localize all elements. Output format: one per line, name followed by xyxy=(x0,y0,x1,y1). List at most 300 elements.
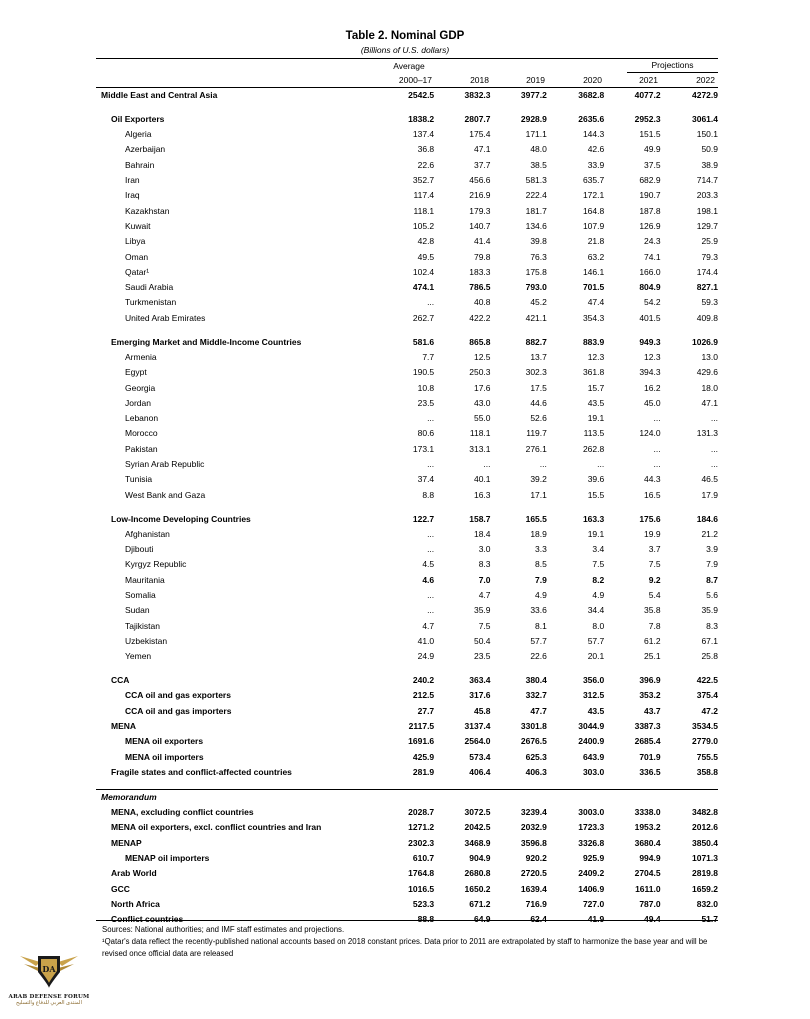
row-value: 25.9 xyxy=(701,236,718,247)
table-row xyxy=(96,512,718,527)
row-value: 3534.5 xyxy=(692,720,718,731)
row-label: MENA xyxy=(111,720,137,731)
row-value: 173.1 xyxy=(412,443,435,454)
row-value: 129.7 xyxy=(696,220,718,231)
row-value: 47.2 xyxy=(701,705,718,716)
header-year-2021: 2021 xyxy=(639,75,658,85)
row-value: 7.0 xyxy=(478,574,491,585)
row-value: 356.0 xyxy=(582,675,605,686)
row-value: 8.0 xyxy=(592,620,605,631)
qatar-footnote: ¹Qatar's data reflect the recently-published national accounts based on 2018 constant prices. Data prior to 2011 are extrapolated by staff to harmonize the base year and will be revised once official data are released xyxy=(102,937,708,958)
row-value: 3003.0 xyxy=(578,807,605,818)
row-value: 16.3 xyxy=(473,489,491,500)
row-value: 1016.5 xyxy=(408,883,435,894)
table-row xyxy=(96,820,718,835)
row-value: 163.3 xyxy=(582,513,605,524)
row-value: 2564.0 xyxy=(464,736,491,747)
row-value: 23.5 xyxy=(473,651,491,662)
row-value: 119.7 xyxy=(526,428,547,439)
row-value: 1723.3 xyxy=(578,822,605,833)
row-value: 755.5 xyxy=(696,751,718,762)
row-value: 4.7 xyxy=(478,589,491,600)
row-label: Jordan xyxy=(125,397,151,408)
row-value: 3387.3 xyxy=(634,720,661,731)
row-value: 610.7 xyxy=(412,852,435,863)
row-label: Tunisia xyxy=(125,474,153,485)
table-row xyxy=(96,673,718,688)
row-value: 353.2 xyxy=(639,690,661,701)
gdp-table-body xyxy=(96,88,718,927)
row-label: Bahrain xyxy=(125,159,155,170)
row-value: 164.8 xyxy=(582,205,605,216)
row-value: 57.7 xyxy=(587,635,605,646)
row-value: 175.4 xyxy=(469,129,491,140)
spacer-cell xyxy=(96,503,718,512)
row-value: 1026.9 xyxy=(692,336,718,347)
row-value: 41.4 xyxy=(473,236,491,247)
row-value: 2704.5 xyxy=(634,868,661,879)
row-label: Afghanistan xyxy=(125,528,170,539)
row-label: CCA oil and gas importers xyxy=(125,705,232,716)
row-value: 41.9 xyxy=(587,914,605,925)
row-value: 80.6 xyxy=(417,428,435,439)
row-value: 10.8 xyxy=(417,382,435,393)
projections-rule xyxy=(627,72,718,73)
row-value: ... xyxy=(483,459,491,470)
row-value: 313.1 xyxy=(469,443,491,454)
row-value: 4.5 xyxy=(422,559,435,570)
table-row xyxy=(96,426,718,441)
row-value: 2028.7 xyxy=(408,807,435,818)
row-label: MENAP xyxy=(111,837,142,848)
row-value: 187.8 xyxy=(639,205,661,216)
row-value: 429.6 xyxy=(696,367,718,378)
row-value: 76.3 xyxy=(530,251,547,262)
row-value: 3832.3 xyxy=(464,90,491,100)
row-value: 3061.4 xyxy=(692,113,718,124)
row-value: 3.7 xyxy=(648,544,661,555)
row-label: Egypt xyxy=(125,367,147,378)
row-label: Georgia xyxy=(125,382,156,393)
row-value: 2542.5 xyxy=(408,90,435,100)
row-value: 635.7 xyxy=(582,175,605,186)
row-value: 8.3 xyxy=(478,559,491,570)
row-value: 25.1 xyxy=(644,651,661,662)
row-value: ... xyxy=(710,443,718,454)
row-value: 701.9 xyxy=(639,751,661,762)
row-value: 2032.9 xyxy=(520,822,547,833)
row-value: 682.9 xyxy=(639,175,661,186)
row-value: 474.1 xyxy=(412,282,435,293)
table-row xyxy=(96,750,718,765)
row-value: 7.5 xyxy=(592,559,605,570)
table-row xyxy=(96,457,718,472)
row-value: 2400.9 xyxy=(578,736,605,747)
row-value: 787.0 xyxy=(639,898,661,909)
row-label: North Africa xyxy=(111,898,160,909)
row-label: Oman xyxy=(125,251,149,262)
row-label: West Bank and Gaza xyxy=(125,489,206,500)
row-value: ... xyxy=(653,413,661,424)
row-value: 24.9 xyxy=(417,651,435,662)
row-value: 336.5 xyxy=(639,766,661,777)
sources-note: Sources: National authorities; and IMF staff estimates and projections. xyxy=(102,925,345,934)
row-label: GCC xyxy=(111,883,130,894)
row-label: Low-Income Developing Countries xyxy=(111,513,251,524)
row-value: 27.7 xyxy=(417,705,435,716)
row-value: 35.9 xyxy=(473,605,491,616)
row-value: 994.9 xyxy=(639,852,661,863)
row-value: 4077.2 xyxy=(634,90,661,100)
row-value: 150.1 xyxy=(696,129,718,140)
row-value: 2635.6 xyxy=(578,113,605,124)
row-value: ... xyxy=(653,443,661,454)
row-value: ... xyxy=(427,297,435,308)
row-value: 2807.7 xyxy=(464,113,491,124)
header-average-years: 2000–17 xyxy=(398,75,432,85)
row-value: 17.6 xyxy=(473,382,491,393)
row-value: 126.9 xyxy=(639,220,661,231)
row-value: 39.8 xyxy=(530,236,547,247)
row-value: 2302.3 xyxy=(408,837,435,848)
row-value: 643.9 xyxy=(582,751,605,762)
row-value: 3137.4 xyxy=(464,720,491,731)
watermark-arabic: المنتدى العربي للدفاع والتسليح xyxy=(16,1000,82,1006)
row-label: MENA oil importers xyxy=(125,751,204,762)
row-value: 883.9 xyxy=(582,336,605,347)
row-value: 406.3 xyxy=(525,766,547,777)
row-value: 1611.0 xyxy=(635,883,661,894)
row-value: 35.8 xyxy=(644,605,661,616)
row-value: 303.0 xyxy=(582,766,605,777)
row-value: 21.8 xyxy=(587,236,605,247)
table-row xyxy=(96,396,718,411)
header-average-top: Average xyxy=(393,61,425,71)
row-value: 920.2 xyxy=(525,852,547,863)
row-value: 262.8 xyxy=(582,443,605,454)
table-row xyxy=(96,204,718,219)
watermark-logo xyxy=(6,950,92,1016)
table-row xyxy=(96,88,718,103)
row-label: MENA oil exporters xyxy=(125,736,204,747)
row-label: Iran xyxy=(125,175,140,186)
row-value: 17.9 xyxy=(701,489,718,500)
row-label: Oil Exporters xyxy=(111,113,165,124)
row-label: Saudi Arabia xyxy=(125,282,174,293)
table-row xyxy=(96,219,718,234)
row-label: Armenia xyxy=(125,351,157,362)
row-value: 122.7 xyxy=(412,513,435,524)
row-label: Djibouti xyxy=(125,544,154,555)
row-value: 183.3 xyxy=(469,266,491,277)
row-value: 22.6 xyxy=(417,159,435,170)
table-row xyxy=(96,127,718,142)
row-value: 786.5 xyxy=(469,282,491,293)
row-label: Pakistan xyxy=(125,443,158,454)
row-value: 363.4 xyxy=(469,675,491,686)
row-value: 5.6 xyxy=(706,589,718,600)
row-value: 16.5 xyxy=(644,489,661,500)
row-value: ... xyxy=(427,528,435,539)
row-value: 48.0 xyxy=(530,144,547,155)
row-value: 175.8 xyxy=(525,266,547,277)
row-value: 49.4 xyxy=(644,914,661,925)
row-value: 43.5 xyxy=(587,705,605,716)
row-label: Kazakhstan xyxy=(125,205,170,216)
row-label: Yemen xyxy=(125,651,152,662)
table-row xyxy=(96,311,718,326)
row-value: 8.5 xyxy=(535,559,547,570)
row-label: Mauritania xyxy=(125,574,165,585)
row-value: 45.2 xyxy=(530,297,547,308)
row-value: 166.0 xyxy=(639,266,661,277)
row-value: 3680.4 xyxy=(634,837,661,848)
table-row xyxy=(96,734,718,749)
row-value: 3044.9 xyxy=(578,720,605,731)
row-value: 2819.8 xyxy=(692,868,718,879)
table-row xyxy=(96,265,718,280)
table-row xyxy=(96,112,718,127)
table-row xyxy=(96,442,718,457)
row-value: 1838.2 xyxy=(408,113,435,124)
table-row xyxy=(96,765,718,780)
table-row xyxy=(96,789,718,805)
row-value: 216.9 xyxy=(469,190,491,201)
row-label: Qatar¹ xyxy=(125,266,150,277)
row-value: 55.0 xyxy=(473,413,491,424)
row-value: 317.6 xyxy=(469,690,491,701)
row-value: 175.6 xyxy=(639,513,661,524)
row-label: Morocco xyxy=(125,428,158,439)
spacer-cell xyxy=(96,780,718,789)
row-value: ... xyxy=(597,459,605,470)
row-value: 61.2 xyxy=(644,635,661,646)
row-value: 262.7 xyxy=(412,312,435,323)
row-value: 67.1 xyxy=(701,635,718,646)
table-row xyxy=(96,719,718,734)
row-value: 171.1 xyxy=(525,129,547,140)
row-value: 172.1 xyxy=(582,190,605,201)
row-value: 312.5 xyxy=(582,690,605,701)
row-value: 79.8 xyxy=(473,251,491,262)
gdp-table xyxy=(96,88,718,927)
row-value: 43.7 xyxy=(644,705,661,716)
row-value: 4.6 xyxy=(422,574,435,585)
row-value: 15.7 xyxy=(587,382,605,393)
row-value: 113.5 xyxy=(583,428,605,439)
row-value: 62.4 xyxy=(530,914,547,925)
row-value: 137.4 xyxy=(412,129,435,140)
row-label: Kuwait xyxy=(125,220,151,231)
row-value: ... xyxy=(427,413,435,424)
row-label: Arab World xyxy=(111,868,157,879)
row-value: 3596.8 xyxy=(520,837,547,848)
row-label: Libya xyxy=(125,236,146,247)
row-value: 151.5 xyxy=(639,129,661,140)
row-label: Azerbaijan xyxy=(125,144,166,155)
spacer-cell xyxy=(96,326,718,335)
table-row xyxy=(96,472,718,487)
row-value: 144.3 xyxy=(582,129,605,140)
table-row xyxy=(96,295,718,310)
row-value: 16.2 xyxy=(644,382,661,393)
row-value: 9.2 xyxy=(648,574,661,585)
row-value xyxy=(434,789,490,805)
row-value: 701.5 xyxy=(582,282,605,293)
row-value: 44.6 xyxy=(530,397,547,408)
row-value: 40.1 xyxy=(473,474,491,485)
row-value: 44.3 xyxy=(644,474,661,485)
row-value xyxy=(385,789,434,805)
row-value: 3682.8 xyxy=(578,90,605,100)
row-label: CCA oil and gas exporters xyxy=(125,690,231,701)
row-value: 117.4 xyxy=(413,190,435,201)
table-row xyxy=(96,649,718,664)
row-value: 37.7 xyxy=(473,159,491,170)
row-value: 827.1 xyxy=(696,282,718,293)
row-value: 1406.9 xyxy=(578,883,605,894)
row-value: 22.6 xyxy=(530,651,547,662)
watermark-name: ARAB DEFENSE FORUM xyxy=(8,994,90,1000)
spacer-row xyxy=(96,326,718,335)
table-row xyxy=(96,335,718,350)
row-value: 949.3 xyxy=(639,336,661,347)
row-value: 714.7 xyxy=(696,175,718,186)
row-value: 20.1 xyxy=(587,651,605,662)
row-value: 23.5 xyxy=(417,397,435,408)
header-year-2018: 2018 xyxy=(470,75,489,85)
table-row xyxy=(96,234,718,249)
row-value: 79.3 xyxy=(701,251,718,262)
row-label: MENA, excluding conflict countries xyxy=(111,807,254,818)
row-value: 2117.5 xyxy=(408,720,435,731)
row-value: 8.1 xyxy=(535,620,547,631)
row-value: 625.3 xyxy=(525,751,547,762)
row-value: 882.7 xyxy=(525,336,547,347)
row-value: 3468.9 xyxy=(464,837,491,848)
table-row xyxy=(96,142,718,157)
row-label: Conflict countries xyxy=(111,914,184,925)
row-label: Sudan xyxy=(125,605,150,616)
row-value: 4.7 xyxy=(422,620,435,631)
row-value: 2409.2 xyxy=(578,868,605,879)
row-value: 36.8 xyxy=(417,144,435,155)
row-value: 2928.9 xyxy=(520,113,547,124)
spacer-row xyxy=(96,103,718,112)
row-value: 47.1 xyxy=(473,144,491,155)
row-value: 17.5 xyxy=(530,382,547,393)
row-value: 18.0 xyxy=(701,382,718,393)
row-value: 8.7 xyxy=(706,574,718,585)
row-value: ... xyxy=(427,459,435,470)
top-rule xyxy=(96,58,718,59)
table-row xyxy=(96,542,718,557)
table-row xyxy=(96,619,718,634)
row-value: ... xyxy=(427,605,435,616)
row-value: 50.9 xyxy=(701,144,718,155)
row-value: 118.1 xyxy=(469,428,491,439)
row-value: 2685.4 xyxy=(634,736,661,747)
row-value: 140.7 xyxy=(469,220,491,231)
row-value: 18.4 xyxy=(473,528,491,539)
row-value: 46.5 xyxy=(701,474,718,485)
spacer-row xyxy=(96,664,718,673)
row-value: 146.1 xyxy=(582,266,605,277)
row-value: 38.9 xyxy=(701,159,718,170)
row-value: 12.5 xyxy=(473,351,491,362)
row-value: 793.0 xyxy=(525,282,547,293)
row-value: 1271.2 xyxy=(408,822,435,833)
row-value: 3.4 xyxy=(592,544,605,555)
row-value: 13.0 xyxy=(701,351,718,362)
table-subtitle: (Billions of U.S. dollars) xyxy=(360,45,450,55)
row-value: 165.5 xyxy=(525,513,547,524)
table-row xyxy=(96,634,718,649)
table-row xyxy=(96,805,718,820)
row-value: 43.5 xyxy=(587,397,605,408)
row-value xyxy=(547,789,604,805)
row-value: 2676.5 xyxy=(520,736,547,747)
row-value: 35.9 xyxy=(701,605,718,616)
row-value: 7.9 xyxy=(706,559,718,570)
row-value: 4.9 xyxy=(535,589,547,600)
row-label: Algeria xyxy=(125,129,152,140)
row-label: Middle East and Central Asia xyxy=(101,90,218,100)
row-value: 394.3 xyxy=(639,367,661,378)
row-value: 107.9 xyxy=(582,220,605,231)
row-value: 59.3 xyxy=(701,297,718,308)
row-value: 47.1 xyxy=(701,397,718,408)
row-value: 2042.5 xyxy=(464,822,491,833)
table-row xyxy=(96,527,718,542)
row-label: CCA xyxy=(111,675,130,686)
row-value: 250.3 xyxy=(469,367,491,378)
row-value: 102.4 xyxy=(412,266,435,277)
row-value: 2680.8 xyxy=(464,868,491,879)
row-value: 24.3 xyxy=(644,236,661,247)
row-value: 45.0 xyxy=(644,397,661,408)
row-value: 3.9 xyxy=(706,544,718,555)
row-value: 131.3 xyxy=(696,428,718,439)
table-notes xyxy=(102,924,712,960)
row-label: Uzbekistan xyxy=(125,635,168,646)
shield-wings-icon xyxy=(18,950,80,994)
row-label: Memorandum xyxy=(101,791,157,802)
row-value: 865.8 xyxy=(469,336,491,347)
table-row xyxy=(96,158,718,173)
row-value: ... xyxy=(710,459,718,470)
row-value: 2012.6 xyxy=(692,822,718,833)
row-label: Tajikistan xyxy=(125,620,160,631)
row-value: 179.3 xyxy=(469,205,491,216)
row-value: 8.8 xyxy=(422,489,435,500)
table-row xyxy=(96,188,718,203)
row-value: 406.4 xyxy=(469,766,491,777)
row-value: 33.6 xyxy=(530,605,547,616)
row-value: 276.1 xyxy=(525,443,547,454)
row-value: 3239.4 xyxy=(520,807,547,818)
row-value: 5.4 xyxy=(648,589,661,600)
row-value: 37.5 xyxy=(644,159,661,170)
row-value: 581.3 xyxy=(525,175,547,186)
row-value: 105.2 xyxy=(412,220,435,231)
row-label: Iraq xyxy=(125,190,140,201)
row-value: ... xyxy=(539,459,547,470)
row-value: 19.1 xyxy=(587,528,605,539)
table-row xyxy=(96,365,718,380)
row-value: 425.9 xyxy=(412,751,435,762)
row-value: 1953.2 xyxy=(634,822,661,833)
